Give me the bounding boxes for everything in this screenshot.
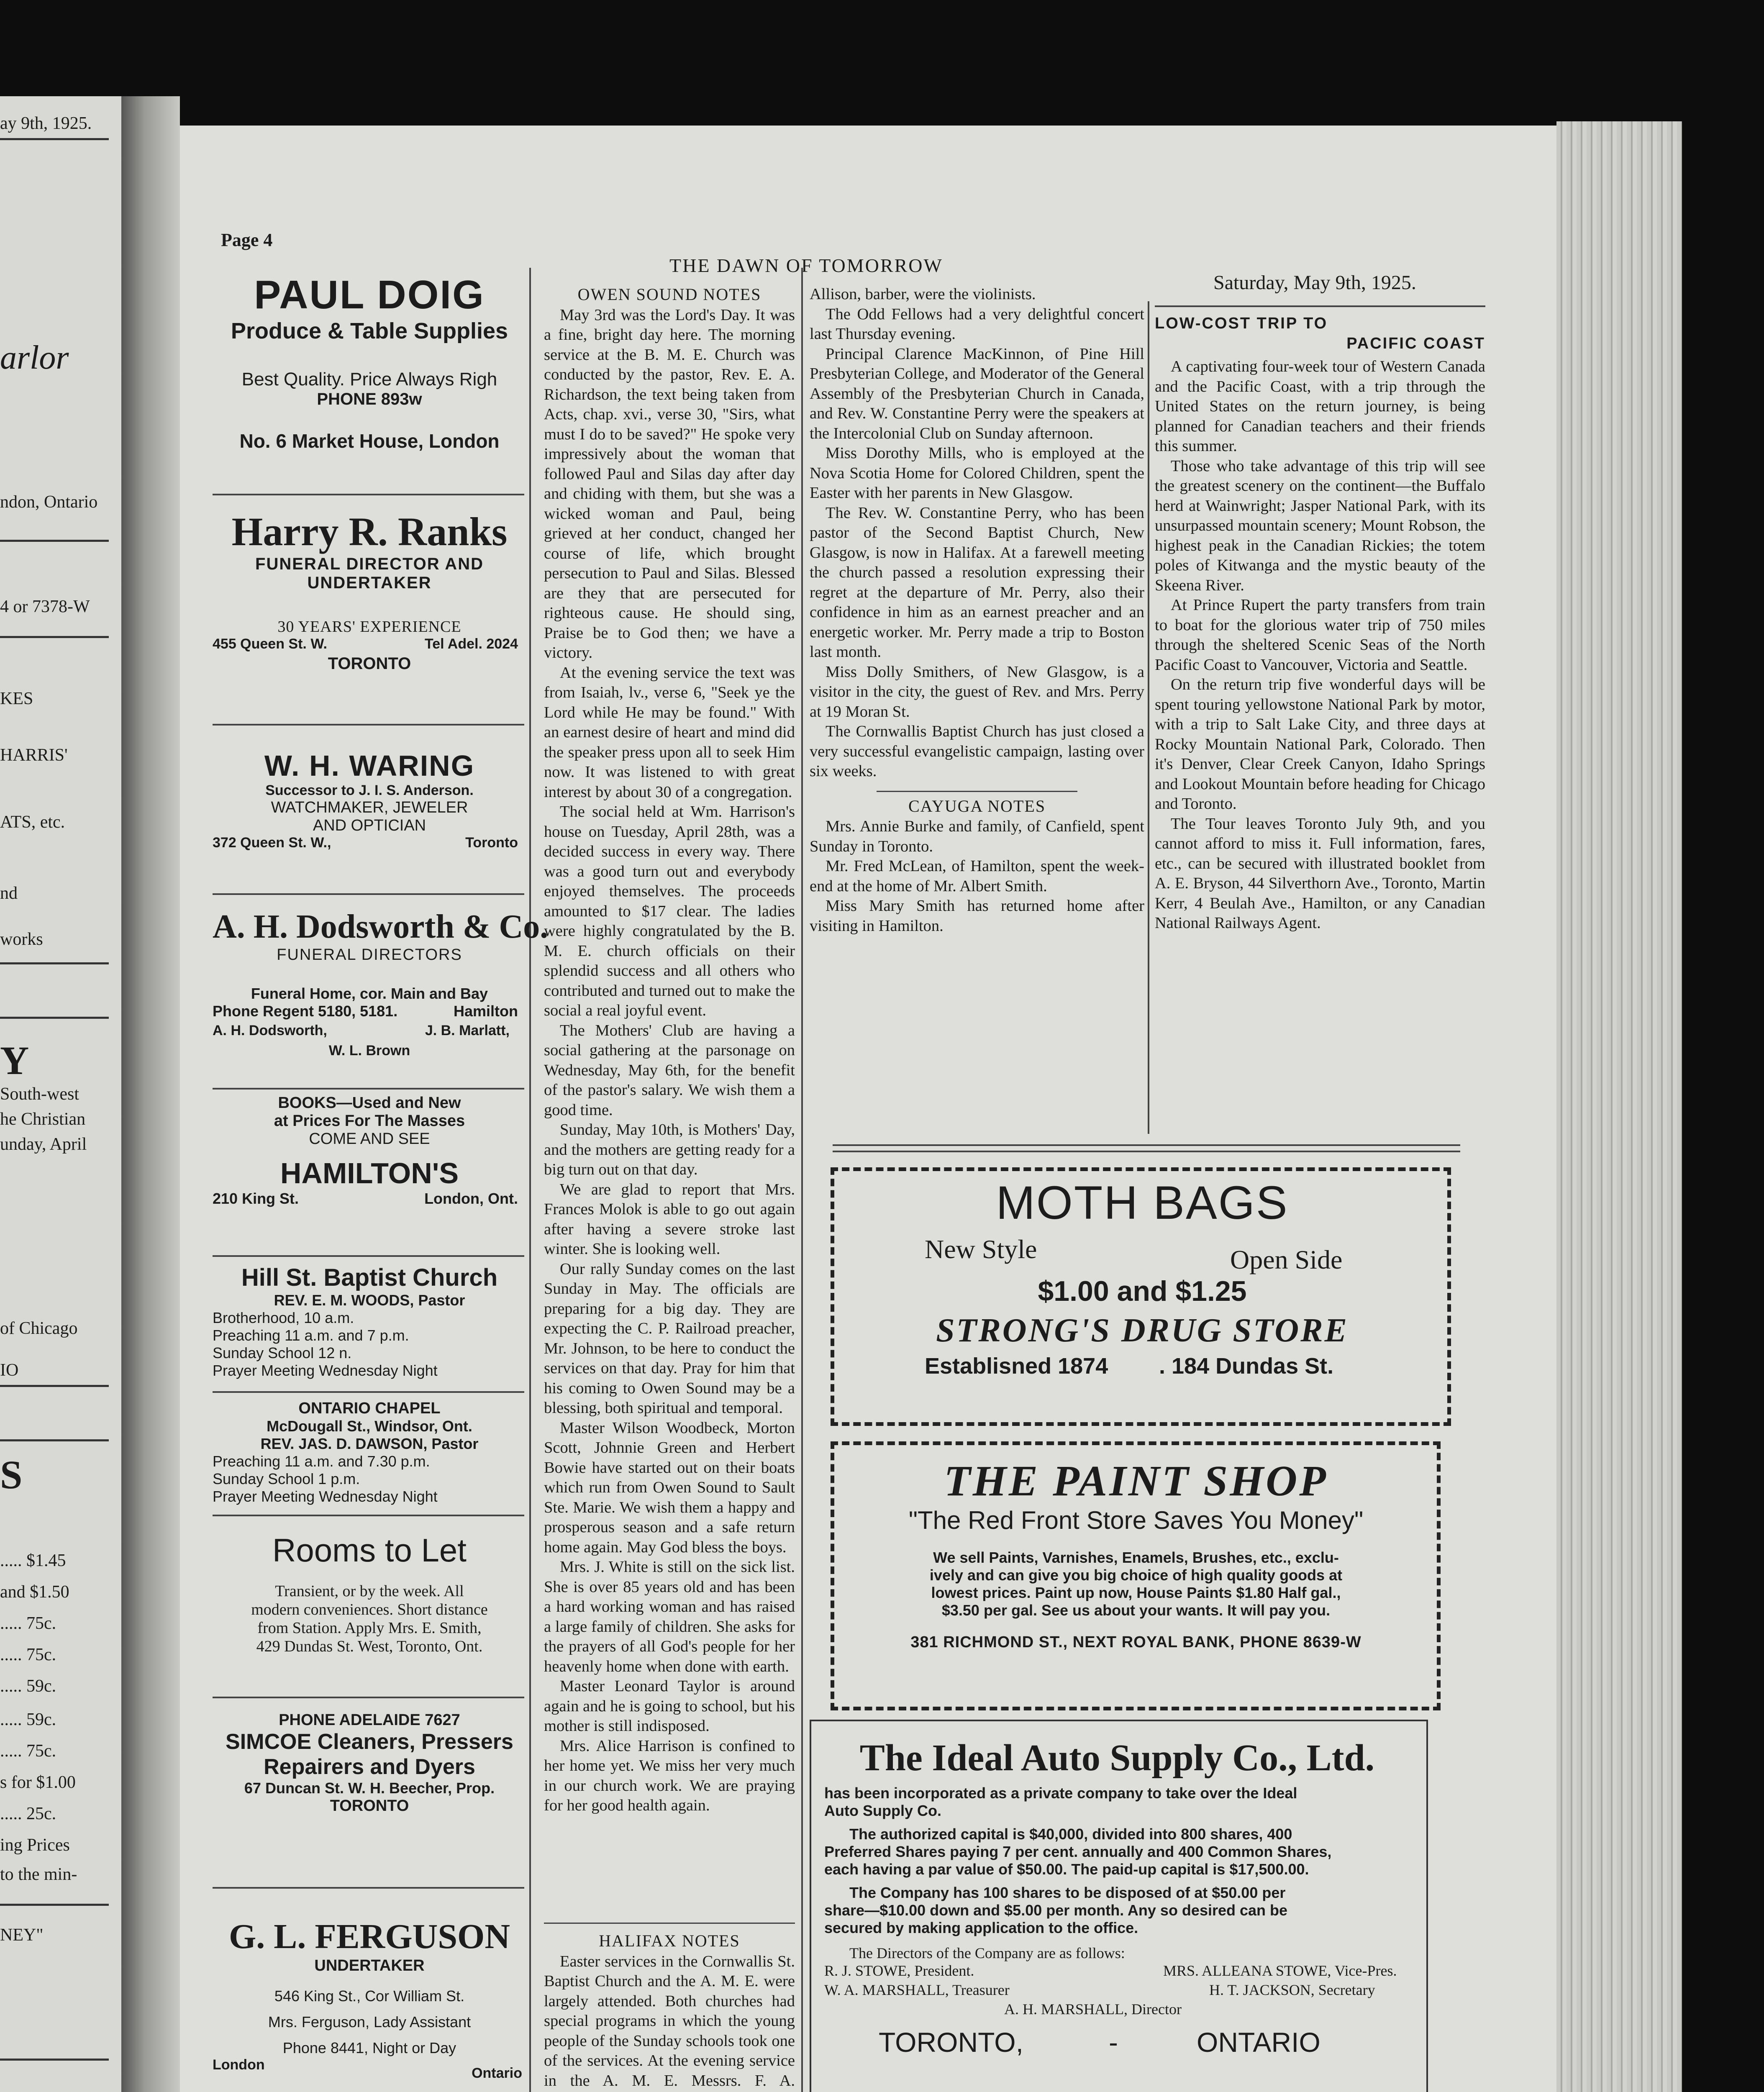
ad-subtitle: FUNERAL DIRECTOR AND [255, 555, 484, 573]
ad-line: Prayer Meeting Wednesday Night [213, 1488, 438, 1505]
prev-page-text: and $1.50 [0, 1582, 69, 1602]
ad-slogan: "The Red Front Store Saves You Money" [908, 1506, 1364, 1534]
article-divider [877, 791, 1077, 792]
ad-city: London, Ont. [424, 1190, 518, 1207]
ad-line: COME AND SEE [309, 1130, 430, 1148]
ad-separator: - [1109, 2027, 1118, 2058]
ad-title: SIMCOE Cleaners, Pressers [226, 1730, 513, 1754]
article-paragraph: The Odd Fellows had a very delightful concert last Thursday evening. [810, 305, 1144, 343]
ad-subtitle: Produce & Table Supplies [231, 318, 508, 344]
ad-paint-shop [837, 1456, 1435, 1651]
ad-line: $3.50 per gal. See us about your wants. It will pay you. [941, 1602, 1331, 1619]
ad-line: WATCHMAKER, JEWELER [271, 799, 468, 816]
ad-line: Brotherhood, 10 a.m. [213, 1309, 354, 1326]
ad-address: 455 Queen St. W. [213, 636, 327, 652]
article-paragraph: The social held at Wm. Harrison's house on Tuesday, April 28th, was a decided success in every way. There was a good turn out and everybody enjoyed themselves. The proceeds amounted to $17 clear. The ladies were highly congratulated by the B. M. E. church officials on their splendid success and all others who contributed and turned out to make the social a real joyful event. [544, 803, 795, 1019]
ad-line: ively and can give you big choice of high quality goods at [929, 1566, 1343, 1584]
ad-person: W. L. Brown [328, 1043, 410, 1059]
prev-page-text: IO [0, 1361, 19, 1380]
prev-page-text: ..... 59c. [0, 1677, 56, 1696]
ad-line: BOOKS—Used and New [278, 1094, 461, 1112]
prev-page-text: Y [0, 1038, 29, 1083]
article-pacific-coast [1155, 314, 1485, 933]
article-paragraph: Mr. Fred McLean, of Hamilton, spent the week-end at the home of Mr. Albert Smith. [810, 857, 1144, 895]
ad-line: 429 Dundas St. West, Toronto, Ont. [256, 1638, 483, 1655]
section-rule [833, 1144, 1460, 1146]
prev-page-text: ..... 59c. [0, 1710, 56, 1729]
ad-hamiltons [213, 1094, 526, 1210]
ad-divider [213, 1255, 524, 1257]
prev-page-text: S [0, 1452, 23, 1497]
ad-divider [213, 494, 524, 495]
issue-date: Saturday, May 9th, 1925. [1213, 272, 1416, 294]
article-paragraph: We are glad to report that Mrs. Frances Molok is able to go out again after having a severe stroke last winter. She is looking well. [544, 1180, 795, 1258]
ad-subtitle: UNDERTAKER [314, 1957, 425, 1974]
ad-line: secured by making application to the office. [824, 1919, 1138, 1936]
ad-city: London [213, 2057, 265, 2073]
prev-page-rule [0, 540, 109, 542]
previous-page [0, 96, 121, 2092]
ad-dodsworth [213, 908, 549, 1059]
article-divider [544, 1923, 795, 1924]
prev-page-rule [0, 138, 109, 140]
prev-page-text: ATS, etc. [0, 813, 65, 832]
prev-page-rule [0, 1385, 109, 1387]
ad-person: A. H. MARSHALL, Director [1004, 2001, 1182, 2018]
ad-address: 546 King St., Cor William St. [274, 1987, 465, 2005]
ad-title: Repairers and Dyers [264, 1755, 475, 1779]
article-owen-sound [544, 285, 795, 1816]
column-rule-3 [1148, 301, 1149, 1134]
prev-page-text: NEY" [0, 1925, 44, 1945]
article-paragraph: Miss Mary Smith has returned home after visiting in Hamilton. [810, 897, 1144, 935]
ad-line: Preaching 11 a.m. and 7 p.m. [213, 1327, 409, 1344]
ad-subtitle: UNDERTAKER [307, 574, 432, 592]
ad-line: Funeral Home, cor. Main and Bay [251, 985, 488, 1002]
prev-page-text: to the min- [0, 1865, 77, 1884]
ad-line: Establisned 1874 [925, 1354, 1108, 1379]
article-paragraph: May 3rd was the Lord's Day. It was a fine, bright day here. The morning service at the B. M. E. Church was conducted by the pastor, Rev. E. A. Richardson, the text being taken from Acts, chap. xvi., verse 30, "Sirs, what must I do to be saved?" He spoke very impressively about the woman that followed Paul and Silas day after day and chiding with them, but she was a wicked woman and Paul, being grieved at her conduct, changed her course of life, which brought persecution to Paul and Silas. Blessed are they that are persecuted for righteous cause. He should sing, Praise be to God then; we have a victory. [544, 306, 795, 661]
ad-divider [213, 1088, 524, 1090]
prev-page-text: South-west [0, 1084, 79, 1104]
article-halifax [544, 1931, 795, 2092]
article-paragraph: Those who take advantage of this trip will see the greatest scenery on the continent—the Buffalo herd at Wainwright; Jasper National Park, with its unsurpassed mountain scenery; Mount Robson, the highest peak in the Canadian Rickies; the totem poles of Kitwanga and the mystic beauty of the Skeena River. [1155, 457, 1485, 594]
ad-line: each having a par value of $50.00. The paid-up capital is $17,500.00. [824, 1861, 1309, 1878]
ad-divider [213, 1515, 524, 1516]
prev-page-text: works [0, 930, 43, 949]
ad-title: MOTH BAGS [996, 1177, 1289, 1229]
prev-page-text: s for $1.00 [0, 1773, 76, 1792]
ad-city: Toronto [465, 835, 518, 851]
ad-line: Sunday School 12 n. [213, 1344, 352, 1361]
ad-ontario-chapel [213, 1400, 526, 1505]
ad-city: Hamilton [453, 1002, 518, 1020]
prev-page-rule [0, 1017, 109, 1019]
ad-title: PAUL DOIG [254, 272, 485, 317]
prev-page-text: arlor [0, 339, 69, 376]
article-paragraph: The Tour leaves Toronto July 9th, and you cannot afford to miss it. Full information, fares, etc., can be secured with illustrated booklet from A. E. Bryson, 44 Silverthorn Ave., Toronto, Martin Kerr, 4 Beulah Ave., Hamilton, or any Canadian National Railways Agent. [1155, 815, 1485, 932]
ad-title: Hill St. Baptist Church [241, 1264, 498, 1291]
column-rule-2 [801, 268, 803, 2092]
article-paragraph: Principal Clarence MacKinnon, of Pine Hill Presbyterian College, and Moderator of the General Assembly of the Presbyterian Church in Canada, and Rev. W. Constantine Perry were the speakers at the Intercolonial Club on Sunday afternoon. [810, 345, 1144, 442]
article-heading: PACIFIC COAST [1346, 334, 1485, 352]
ad-line: Best Quality. Price Always Righ [241, 369, 497, 390]
ad-line: New Style [925, 1234, 1037, 1264]
prev-page-text: nd [0, 884, 18, 903]
prev-page-text: 4 or 7378-W [0, 597, 90, 616]
ad-harry-ranks [213, 508, 526, 673]
ad-line: Auto Supply Co. [824, 1802, 941, 1819]
ad-line: Successor to J. I. S. Anderson. [265, 782, 474, 798]
ad-line: Preaching 11 a.m. and 7.30 p.m. [213, 1453, 430, 1470]
masthead: THE DAWN OF TOMORROW [669, 255, 943, 276]
ad-simcoe-cleaners [213, 1711, 526, 1815]
ad-title: The Ideal Auto Supply Co., Ltd. [859, 1737, 1375, 1779]
prev-page-rule [0, 636, 109, 638]
ad-line: has been incorporated as a private company to take over the Ideal [824, 1784, 1297, 1802]
ad-line: lowest prices. Paint up now, House Paints $1.80 Half gal., [931, 1584, 1341, 1601]
ad-line: The authorized capital is $40,000, divided into 800 shares, 400 [849, 1825, 1292, 1843]
ad-title: Harry R. Ranks [231, 509, 508, 554]
ad-line: The Directors of the Company are as follows: [849, 1945, 1125, 1961]
ad-phone: PHONE 893w [317, 390, 422, 408]
ad-address: 381 RICHMOND ST., NEXT ROYAL BANK, PHONE 8639-W [910, 1633, 1361, 1651]
article-paragraph: Mrs. Alice Harrison is confined to her home yet. We miss her very much in our church work. We are praying for her good health again. [544, 1737, 795, 1814]
page-stack-edge [1556, 121, 1682, 2092]
article-heading: HALIFAX NOTES [599, 1931, 740, 1950]
article-paragraph: On the return trip five wonderful days will be spent touring yellowstone National Park by motor, with a trip to Salt Lake City, and three days at Rocky Mountain National Park, Colorado. Then it's Denver, Clear Creek Canyon, Idaho Springs and Lookout Mountain before heading for Chicago and Toronto. [1155, 676, 1485, 813]
ad-line: The Company has 100 shares to be disposed of at $50.00 per [849, 1884, 1286, 1901]
ad-line: from Station. Apply Mrs. E. Smith, [257, 1619, 482, 1637]
ad-address: McDougall St., Windsor, Ont. [267, 1418, 472, 1435]
column-top-rule [1155, 305, 1485, 307]
prev-page-text: ..... 75c. [0, 1645, 56, 1664]
ad-city: TORONTO [330, 1797, 409, 1815]
article-paragraph: Miss Dorothy Mills, who is employed at the Nova Scotia Home for Colored Children, spent the Easter with her parents in New Glasgow. [810, 444, 1144, 502]
prev-page-rule [0, 1904, 109, 1906]
ad-hill-st-baptist [213, 1264, 526, 1379]
ad-city: ONTARIO [1197, 2027, 1320, 2058]
article-paragraph: Our rally Sunday comes on the last Sunday in May. The officials are preparing for a big day. They are expecting the C. P. Railroad preacher, Mr. Johnson, to be here to conduct the services on that day. Pray for him that his coming to Owen Sound may be a blessing, both spiritual and temporal. [544, 1260, 795, 1417]
article-paragraph: A captivating four-week tour of Western Canada and the Pacific Coast, with a trip through the United States on the return journey, is being planned for Canadian teachers and their friends this summer. [1155, 358, 1485, 455]
ad-title: A. H. Dodsworth & Co. [213, 908, 549, 945]
ad-title: Rooms to Let [272, 1532, 467, 1569]
ad-person: A. H. Dodsworth, [213, 1023, 327, 1038]
prev-page-rule [0, 2059, 109, 2061]
ad-line: REV. JAS. D. DAWSON, Pastor [260, 1435, 479, 1452]
ad-phone: Phone Regent 5180, 5181. [213, 1002, 398, 1020]
ad-person: MRS. ALLEANA STOWE, Vice-Pres. [1163, 1962, 1397, 1979]
ad-address: No. 6 Market House, London [239, 430, 500, 452]
ad-address: 67 Duncan St. W. H. Beecher, Prop. [244, 1779, 495, 1797]
ad-title: THE PAINT SHOP [944, 1457, 1328, 1505]
prev-page-text: ..... $1.45 [0, 1551, 66, 1570]
ad-line: We sell Paints, Varnishes, Enamels, Brushes, etc., exclu- [933, 1549, 1339, 1566]
section-rule [833, 1151, 1460, 1152]
ad-line: REV. E. M. WOODS, Pastor [274, 1292, 465, 1309]
ad-rooms-to-let [213, 1531, 526, 1656]
ad-address: 372 Queen St. W., [213, 835, 331, 851]
ad-line: Transient, or by the week. All [275, 1582, 464, 1600]
ad-address: . 184 Dundas St. [1159, 1354, 1334, 1379]
ad-line: 30 YEARS' EXPERIENCE [277, 618, 462, 636]
ad-address: 210 King St. [213, 1190, 299, 1207]
prev-page-text: KES [0, 689, 33, 708]
prev-page-text: ..... 25c. [0, 1804, 56, 1823]
article-paragraph: At the evening service the text was from Isaiah, lv., verse 6, "Seek ye the Lord while He may be found." With an earnest desire of heart and mind did the speaker press upon all to seek Him now. It was listened to with great interest by about 30 of a congregation. [544, 664, 795, 801]
ad-city: TORONTO [328, 654, 411, 673]
article-heading: LOW-COST TRIP TO [1155, 315, 1328, 332]
ad-line: Preferred Shares paying 7 per cent. annually and 400 Common Shares, [824, 1843, 1332, 1860]
article-paragraph: The Rev. W. Constantine Perry, who has been pastor of the Second Baptist Church, New Glasgow, is now in Halifax. At a farewell meeting the church passed a resolution expressing their regret at the departure of Mr. Perry, also their confidence in him as an earnest preacher and an energetic worker. Mr. Perry made a trip to Boston last month. [810, 504, 1144, 661]
prev-page-text: unday, April [0, 1135, 87, 1154]
page-label: Page 4 [221, 230, 273, 250]
article-heading: OWEN SOUND NOTES [577, 285, 761, 304]
prev-page-rule [0, 962, 109, 964]
ad-title: W. H. WARING [264, 749, 475, 782]
ad-line: Prayer Meeting Wednesday Night [213, 1362, 438, 1379]
ad-ideal-auto [816, 1736, 1418, 2064]
article-paragraph: Sunday, May 10th, is Mothers' Day, and the mothers are getting ready for a big turn out on that day. [544, 1121, 795, 1178]
article-paragraph: The Cornwallis Baptist Church has just closed a very successful evangelistic campaign, lasting over six weeks. [810, 723, 1144, 780]
ad-title: HAMILTON'S [280, 1157, 459, 1190]
column-rule-1 [529, 268, 531, 2092]
ad-person: J. B. Marlatt, [425, 1023, 510, 1038]
article-paragraph: Master Wilson Woodbeck, Morton Scott, Johnnie Green and Herbert Bowie have started out on their boats which run from Owen Sound to Sault Ste. Marie. We wish them a happy and prosperous season and a safe return home again. May God bless the boys. [544, 1419, 795, 1556]
ad-line: Open Side [1230, 1245, 1343, 1274]
article-halifax-continued [810, 285, 1144, 936]
ad-phone: Tel Adel. 2024 [425, 636, 518, 652]
article-paragraph: Mrs. Annie Burke and family, of Canfield, spent Sunday in Toronto. [810, 818, 1144, 855]
ad-line: Mrs. Ferguson, Lady Assistant [268, 2013, 471, 2030]
ad-city: Ontario [472, 2065, 522, 2081]
ad-divider [213, 1391, 524, 1393]
ad-line: Sunday School 1 p.m. [213, 1470, 360, 1487]
article-heading: CAYUGA NOTES [908, 796, 1046, 815]
prev-page-text: HARRIS' [0, 746, 68, 765]
prev-page-text: ay 9th, 1925. [0, 114, 92, 133]
prev-page-text: ing Prices [0, 1836, 70, 1855]
ad-title: G. L. FERGUSON [228, 1917, 510, 1956]
ad-phone: Phone 8441, Night or Day [282, 2039, 456, 2056]
article-paragraph: At Prince Rupert the party transfers from train to boat for the glorious water trip of 750 miles through the sheltered Scenic Seas of the North Pacific Coast to Vancouver, Victoria and Seattle. [1155, 596, 1485, 674]
ad-title: ONTARIO CHAPEL [298, 1400, 441, 1417]
prev-page-rule [0, 1439, 109, 1441]
ad-line: at Prices For The Masses [274, 1112, 465, 1130]
ad-person: H. T. JACKSON, Secretary [1209, 1982, 1375, 1998]
ad-store-name: STRONG'S DRUG STORE [936, 1312, 1349, 1349]
ad-gl-ferguson [213, 1916, 526, 2081]
ad-divider [213, 1887, 524, 1889]
prev-page-text: ..... 75c. [0, 1741, 56, 1761]
ad-subtitle: FUNERAL DIRECTORS [277, 946, 462, 964]
ad-divider [213, 1697, 524, 1698]
ad-line: modern conveniences. Short distance [251, 1601, 488, 1618]
prev-page-text: of Chicago [0, 1319, 78, 1338]
ad-city: TORONTO, [879, 2027, 1023, 2058]
ad-price: $1.00 and $1.25 [1038, 1275, 1247, 1307]
book-gutter [121, 96, 180, 2092]
article-paragraph: Allison, barber, were the violinists. [810, 285, 1036, 303]
ad-phone: PHONE ADELAIDE 7627 [279, 1711, 460, 1729]
ad-line: AND OPTICIAN [313, 817, 426, 834]
prev-page-text: ndon, Ontario [0, 492, 98, 512]
article-paragraph: Master Leonard Taylor is around again and he is going to school, but his mother is still indisposed. [544, 1677, 795, 1735]
article-paragraph: Miss Dolly Smithers, of New Glasgow, is a visitor in the city, the guest of Rev. and Mrs. Perry at 19 Moran St. [810, 663, 1144, 720]
ad-person: R. J. STOWE, President. [824, 1962, 974, 1979]
ad-wh-waring [213, 749, 526, 853]
article-paragraph: Easter services in the Cornwallis St. Baptist Church and the A. M. E. were largely attended. Both churches had special programs in which the young people of the Sunday schools took one of the services. At the evening service in the A. M. E. Messrs. F. A. [544, 1952, 795, 2089]
article-paragraph: The Mothers' Club are having a social gathering at the parsonage on Wednesday, May 6th, for the benefit of the pastor's salary. We wish them a good time. [544, 1021, 795, 1119]
ad-line: share—$10.00 down and $5.00 per month. Any so desired can be [824, 1902, 1288, 1919]
ad-person: W. A. MARSHALL, Treasurer [824, 1982, 1010, 1998]
ad-divider [213, 724, 524, 726]
ad-divider [213, 893, 524, 895]
ad-paul-doig [213, 272, 526, 452]
ad-moth-bags [837, 1176, 1448, 1387]
article-paragraph: Mrs. J. White is still on the sick list. She is over 85 years old and has been a hard working woman and has raised a large family of children. She asks for the prayers of all God's people for her heavenly home when done with earth. [544, 1558, 795, 1675]
prev-page-text: ..... 75c. [0, 1614, 56, 1633]
prev-page-text: he Christian [0, 1110, 86, 1129]
